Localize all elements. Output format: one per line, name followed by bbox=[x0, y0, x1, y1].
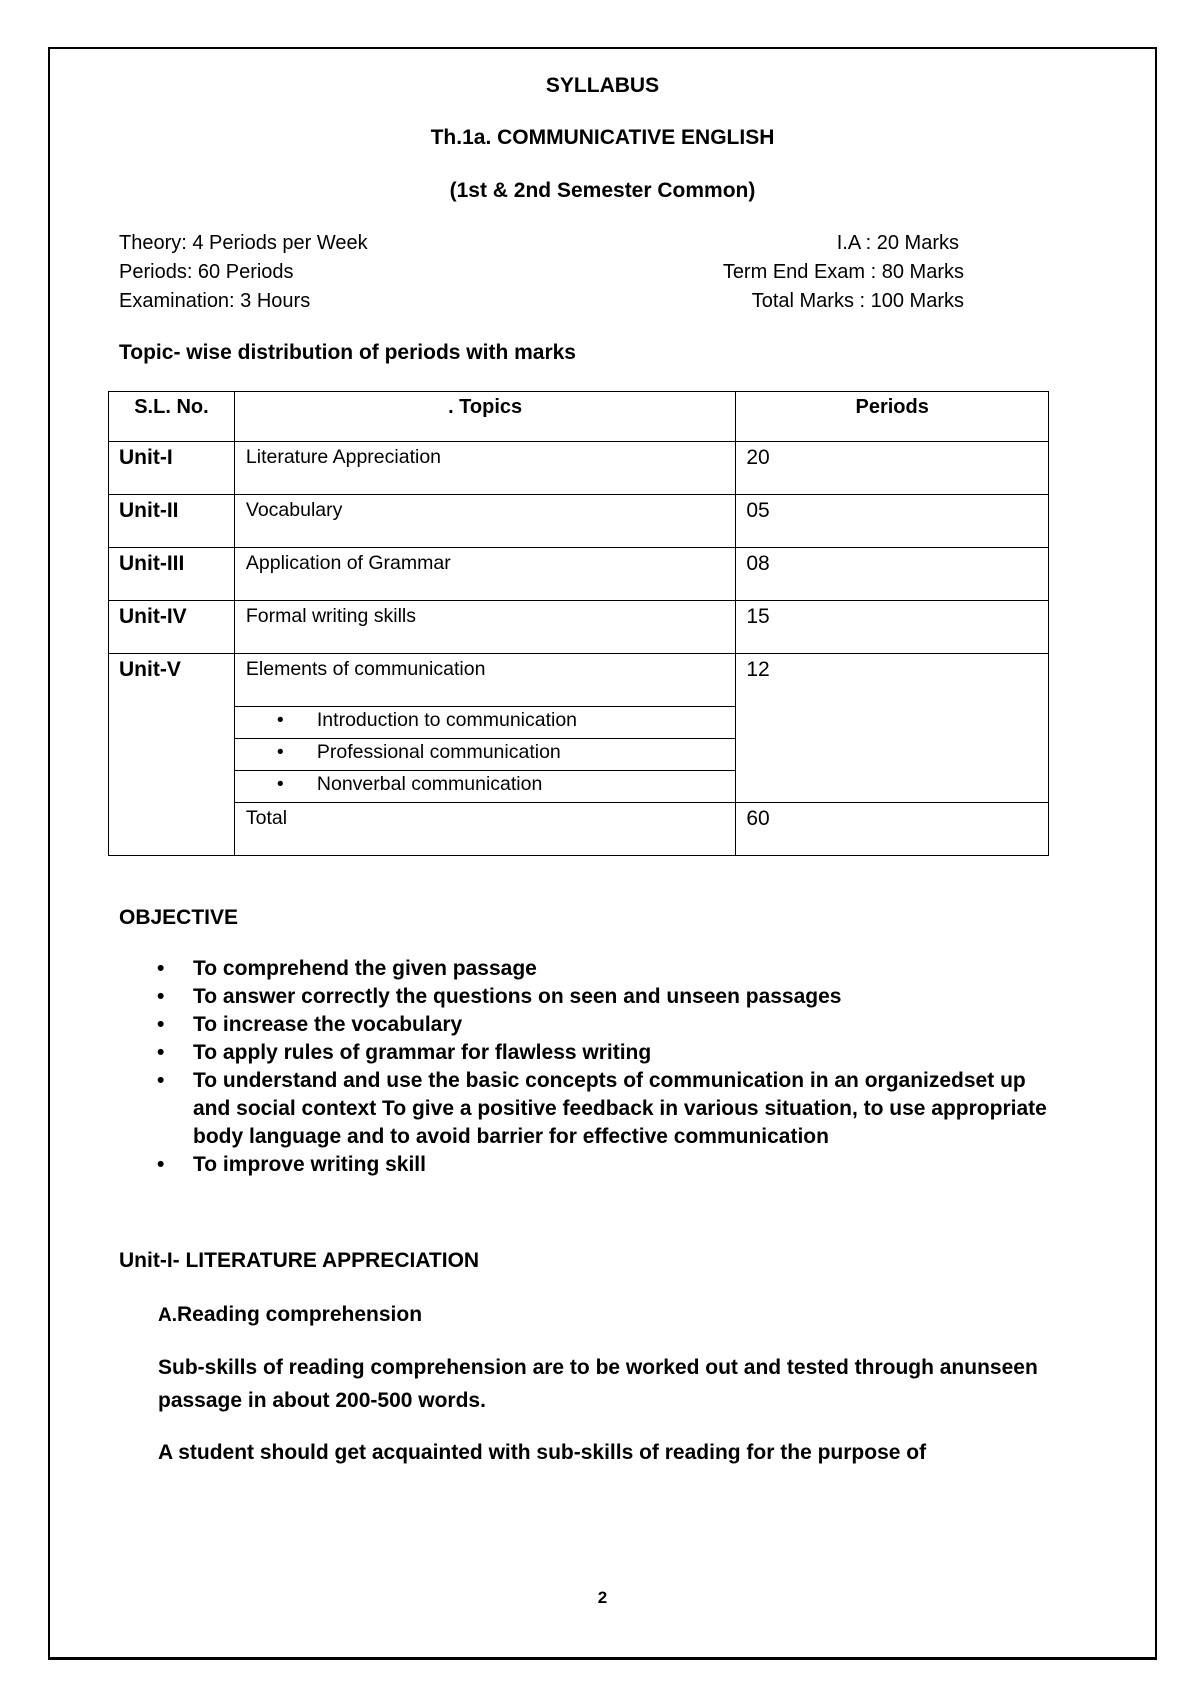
unit-cell: Unit-II bbox=[109, 495, 235, 548]
table-row bbox=[109, 442, 1049, 495]
paragraph-2: A student should get acquainted with sub-skills of reading for the purpose of bbox=[158, 1441, 927, 1464]
bullet-icon: • bbox=[276, 773, 284, 795]
distribution-heading: Topic- wise distribution of periods with marks bbox=[119, 341, 576, 364]
bullet-icon: • bbox=[276, 741, 284, 763]
column-header: . Topics bbox=[234, 392, 735, 442]
unit1-heading: Unit-I- LITERATURE APPRECIATION bbox=[119, 1249, 480, 1272]
ia-marks-info: I.A : 20 Marks bbox=[836, 232, 959, 254]
subtopic-label: Nonverbal communication bbox=[316, 773, 543, 795]
topic-cell: Application of Grammar bbox=[234, 548, 735, 601]
total-label-cell: Total bbox=[234, 803, 735, 856]
syllabus-title: SYLLABUS bbox=[545, 74, 660, 97]
theory-info: Theory: 4 Periods per Week bbox=[119, 232, 368, 254]
table-row bbox=[109, 601, 1049, 654]
bullet-icon: • bbox=[157, 1013, 165, 1036]
bullet-icon: • bbox=[157, 985, 165, 1008]
list-item: • To answer correctly the questions on seen and unseen passages bbox=[140, 983, 1060, 1011]
periods-info: Periods: 60 Periods bbox=[119, 261, 294, 283]
table-row bbox=[109, 548, 1049, 601]
unit-cell: Unit-I bbox=[109, 442, 235, 495]
table-header-row bbox=[109, 392, 1049, 442]
distribution-table bbox=[108, 391, 1049, 856]
subtopic-cell bbox=[234, 771, 735, 803]
page-number: 2 bbox=[597, 1588, 608, 1607]
objective-list bbox=[140, 955, 1060, 1179]
total-value-cell: 60 bbox=[736, 803, 1049, 856]
periods-cell: 05 bbox=[736, 495, 1049, 548]
subtopic-label: Professional communication bbox=[316, 741, 561, 763]
unit-cell: Unit-IV bbox=[109, 601, 235, 654]
bullet-icon: • bbox=[157, 1153, 165, 1176]
unit-cell: Unit-III bbox=[109, 548, 235, 601]
list-item: • To understand and use the basic concepts of communication in an organizedset up and social context To give a positive feedback in various situation, to use appropriate body language and to avoid barrier for effective communication bbox=[157, 1069, 1047, 1148]
term-end-marks-info: Term End Exam : 80 Marks bbox=[722, 261, 964, 283]
list-item: • To increase the vocabulary bbox=[140, 1011, 1060, 1039]
bullet-icon: • bbox=[276, 709, 284, 731]
subtopic-cell bbox=[234, 739, 735, 771]
subject-title: Th.1a. COMMUNICATIVE ENGLISH bbox=[430, 126, 775, 149]
column-header: Periods bbox=[736, 392, 1049, 442]
bullet-icon: • bbox=[157, 957, 165, 980]
reading-comprehension-heading: A.Reading comprehension bbox=[158, 1303, 423, 1326]
list-item: • To comprehend the given passage bbox=[140, 955, 1060, 983]
column-header: S.L. No. bbox=[109, 392, 235, 442]
topic-cell: Elements of communication bbox=[234, 654, 735, 707]
unit-cell: Unit-V bbox=[109, 654, 235, 856]
topic-cell: Formal writing skills bbox=[234, 601, 735, 654]
total-row bbox=[109, 803, 1049, 856]
topic-cell: Vocabulary bbox=[234, 495, 735, 548]
total-marks-info: Total Marks : 100 Marks bbox=[751, 290, 964, 312]
subtopic-cell bbox=[234, 707, 735, 739]
list-item: • To improve writing skill bbox=[140, 1151, 1060, 1179]
paragraph-1: Sub-skills of reading comprehension are to be worked out and tested through anunseen passage in about 200-500 words. bbox=[158, 1356, 1038, 1412]
table-row bbox=[109, 495, 1049, 548]
bullet-icon: • bbox=[157, 1069, 165, 1092]
subtopic-label: Introduction to communication bbox=[316, 709, 578, 731]
objective-heading: OBJECTIVE bbox=[119, 906, 239, 929]
examination-info: Examination: 3 Hours bbox=[119, 290, 311, 312]
table-row bbox=[109, 654, 1049, 707]
periods-cell: 12 bbox=[736, 654, 1049, 803]
periods-cell: 20 bbox=[736, 442, 1049, 495]
periods-cell: 08 bbox=[736, 548, 1049, 601]
bullet-icon: • bbox=[157, 1041, 165, 1064]
list-item: • To apply rules of grammar for flawless writing bbox=[140, 1039, 1060, 1067]
semester-subtitle: (1st & 2nd Semester Common) bbox=[449, 179, 756, 202]
periods-cell: 15 bbox=[736, 601, 1049, 654]
topic-cell: Literature Appreciation bbox=[234, 442, 735, 495]
